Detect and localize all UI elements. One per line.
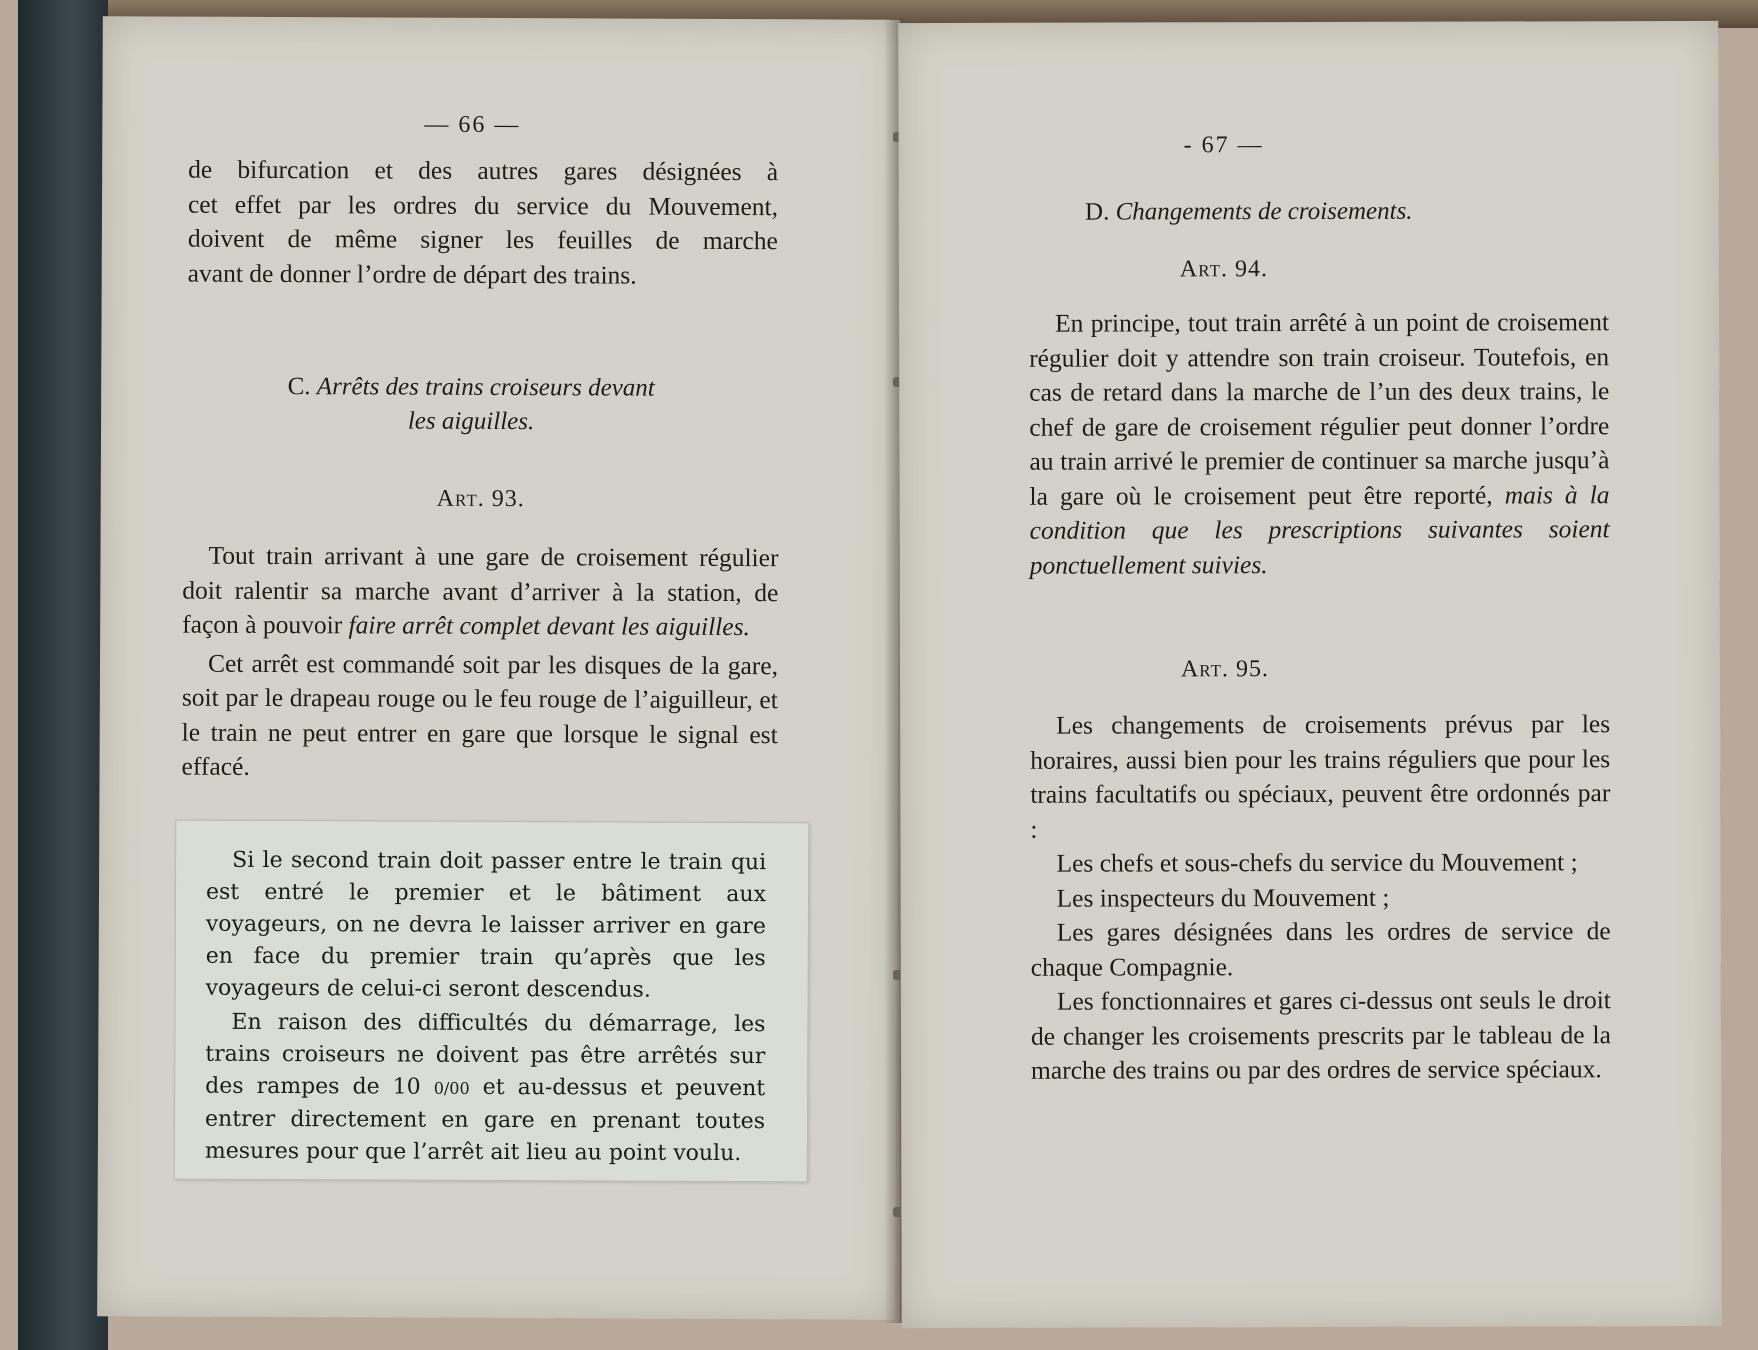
- article-94-body: [1029, 305, 1610, 583]
- article-93-body: [181, 539, 778, 787]
- left-page: [97, 16, 901, 1319]
- intro-line: cet effet par les ordres du service du Mouvement,: [187, 189, 779, 221]
- section-title: Changements de croisements.: [1115, 197, 1413, 226]
- intro-line: de bifurcation et des autres gares désignées à: [188, 154, 779, 187]
- amendment-text-a: En raison des difficultés du démarrage, les trains croiseurs ne doivent pas être arrêtés sur des rampes de 10: [205, 1009, 766, 1100]
- paragraph: Les changements de croisements prévus par les horaires, aussi bien pour les trains réguliers que pour les trains facultatifs ou spéciaux, peuvent être ordonnés par :: [1030, 709, 1611, 844]
- article-95-heading: Art. 95.: [1180, 656, 1270, 683]
- amendment-text-b: et au-dessus et peuvent entrer directement en gare en prenant toutes mesures pour que l’arrêt ait lieu au point voulu.: [204, 1074, 766, 1167]
- pasted-amendment-slip: [174, 820, 810, 1183]
- section-letter: C.: [287, 373, 311, 401]
- emphasis-text: mais à la condition que les prescriptions suivantes soient ponctuellement suivies.: [1029, 479, 1610, 580]
- section-title: Arrêts des trains croiseurs devant: [316, 373, 655, 402]
- per-mille-sign: 0/00: [433, 1078, 470, 1098]
- intro-line: avant de donner l’ordre de départ des trains.: [187, 258, 637, 290]
- amendment-text: [205, 845, 766, 1170]
- intro-line: doivent de même signer les feuilles de marche: [187, 223, 778, 256]
- paragraph: Les fonctionnaires et gares ci-dessus ont seuls le droit de changer les croisements prescrits par le tableau de la marche des trains ou par des ordres de service spéciaux.: [1030, 985, 1611, 1085]
- book-cover-edge: [18, 0, 108, 1350]
- paragraph: Les chefs et sous-chefs du service du Mouvement ;: [1056, 847, 1578, 878]
- page-number-66: — 66 —: [424, 111, 521, 139]
- amendment-paragraph: [205, 1007, 766, 1170]
- paragraph: [1029, 305, 1610, 583]
- paragraph-text: Tout train arrivant à une gare de croisement régulier doit ralentir sa marche avant d’arriver à la station, de façon à pouvoir: [182, 540, 779, 640]
- amendment-paragraph: Si le second train doit passer entre le train qui est entré le premier et le bâtiment aux voyageurs, on ne devra le laisser arriver en gare en face du premier train qu’après que les voyageurs de celui-ci seront descendus.: [205, 847, 767, 1003]
- paragraph: [182, 539, 778, 645]
- paragraph: Les inspecteurs du Mouvement ;: [1056, 882, 1390, 913]
- page-number-67: - 67 —: [1183, 132, 1264, 159]
- right-page: [898, 21, 1721, 1328]
- section-d-heading: [1019, 198, 1479, 227]
- section-letter: D.: [1085, 198, 1110, 226]
- section-c-heading: [191, 373, 751, 437]
- section-title-cont: les aiguilles.: [407, 407, 535, 436]
- article-95-body: [1030, 707, 1611, 1088]
- intro-paragraph: [188, 153, 779, 294]
- article-93-heading: Art. 93.: [436, 485, 525, 513]
- article-94-heading: Art. 94.: [1179, 256, 1268, 283]
- paragraph-text: En principe, tout train arrêté à un point de croisement régulier doit y attendre son train croiseur. Toutefois, en cas de retard dans la marche de l’un des deux trains, le chef de gare de croisement régulier peut donner l’ordre au train arrivé le premier de continuer sa marche jusqu’à la gare où le croisement peut être reporté,: [1029, 307, 1610, 511]
- emphasis-text: faire arrêt complet devant les aiguilles.: [348, 610, 750, 642]
- paragraph: Cet arrêt est commandé soit par les disques de la gare, soit par le drapeau rouge ou le feu rouge de l’aiguilleur, et le train ne peut entrer en gare que lorsque le signal est effacé.: [181, 648, 779, 781]
- paragraph: Les gares désignées dans les ordres de service de chaque Compagnie.: [1030, 916, 1611, 982]
